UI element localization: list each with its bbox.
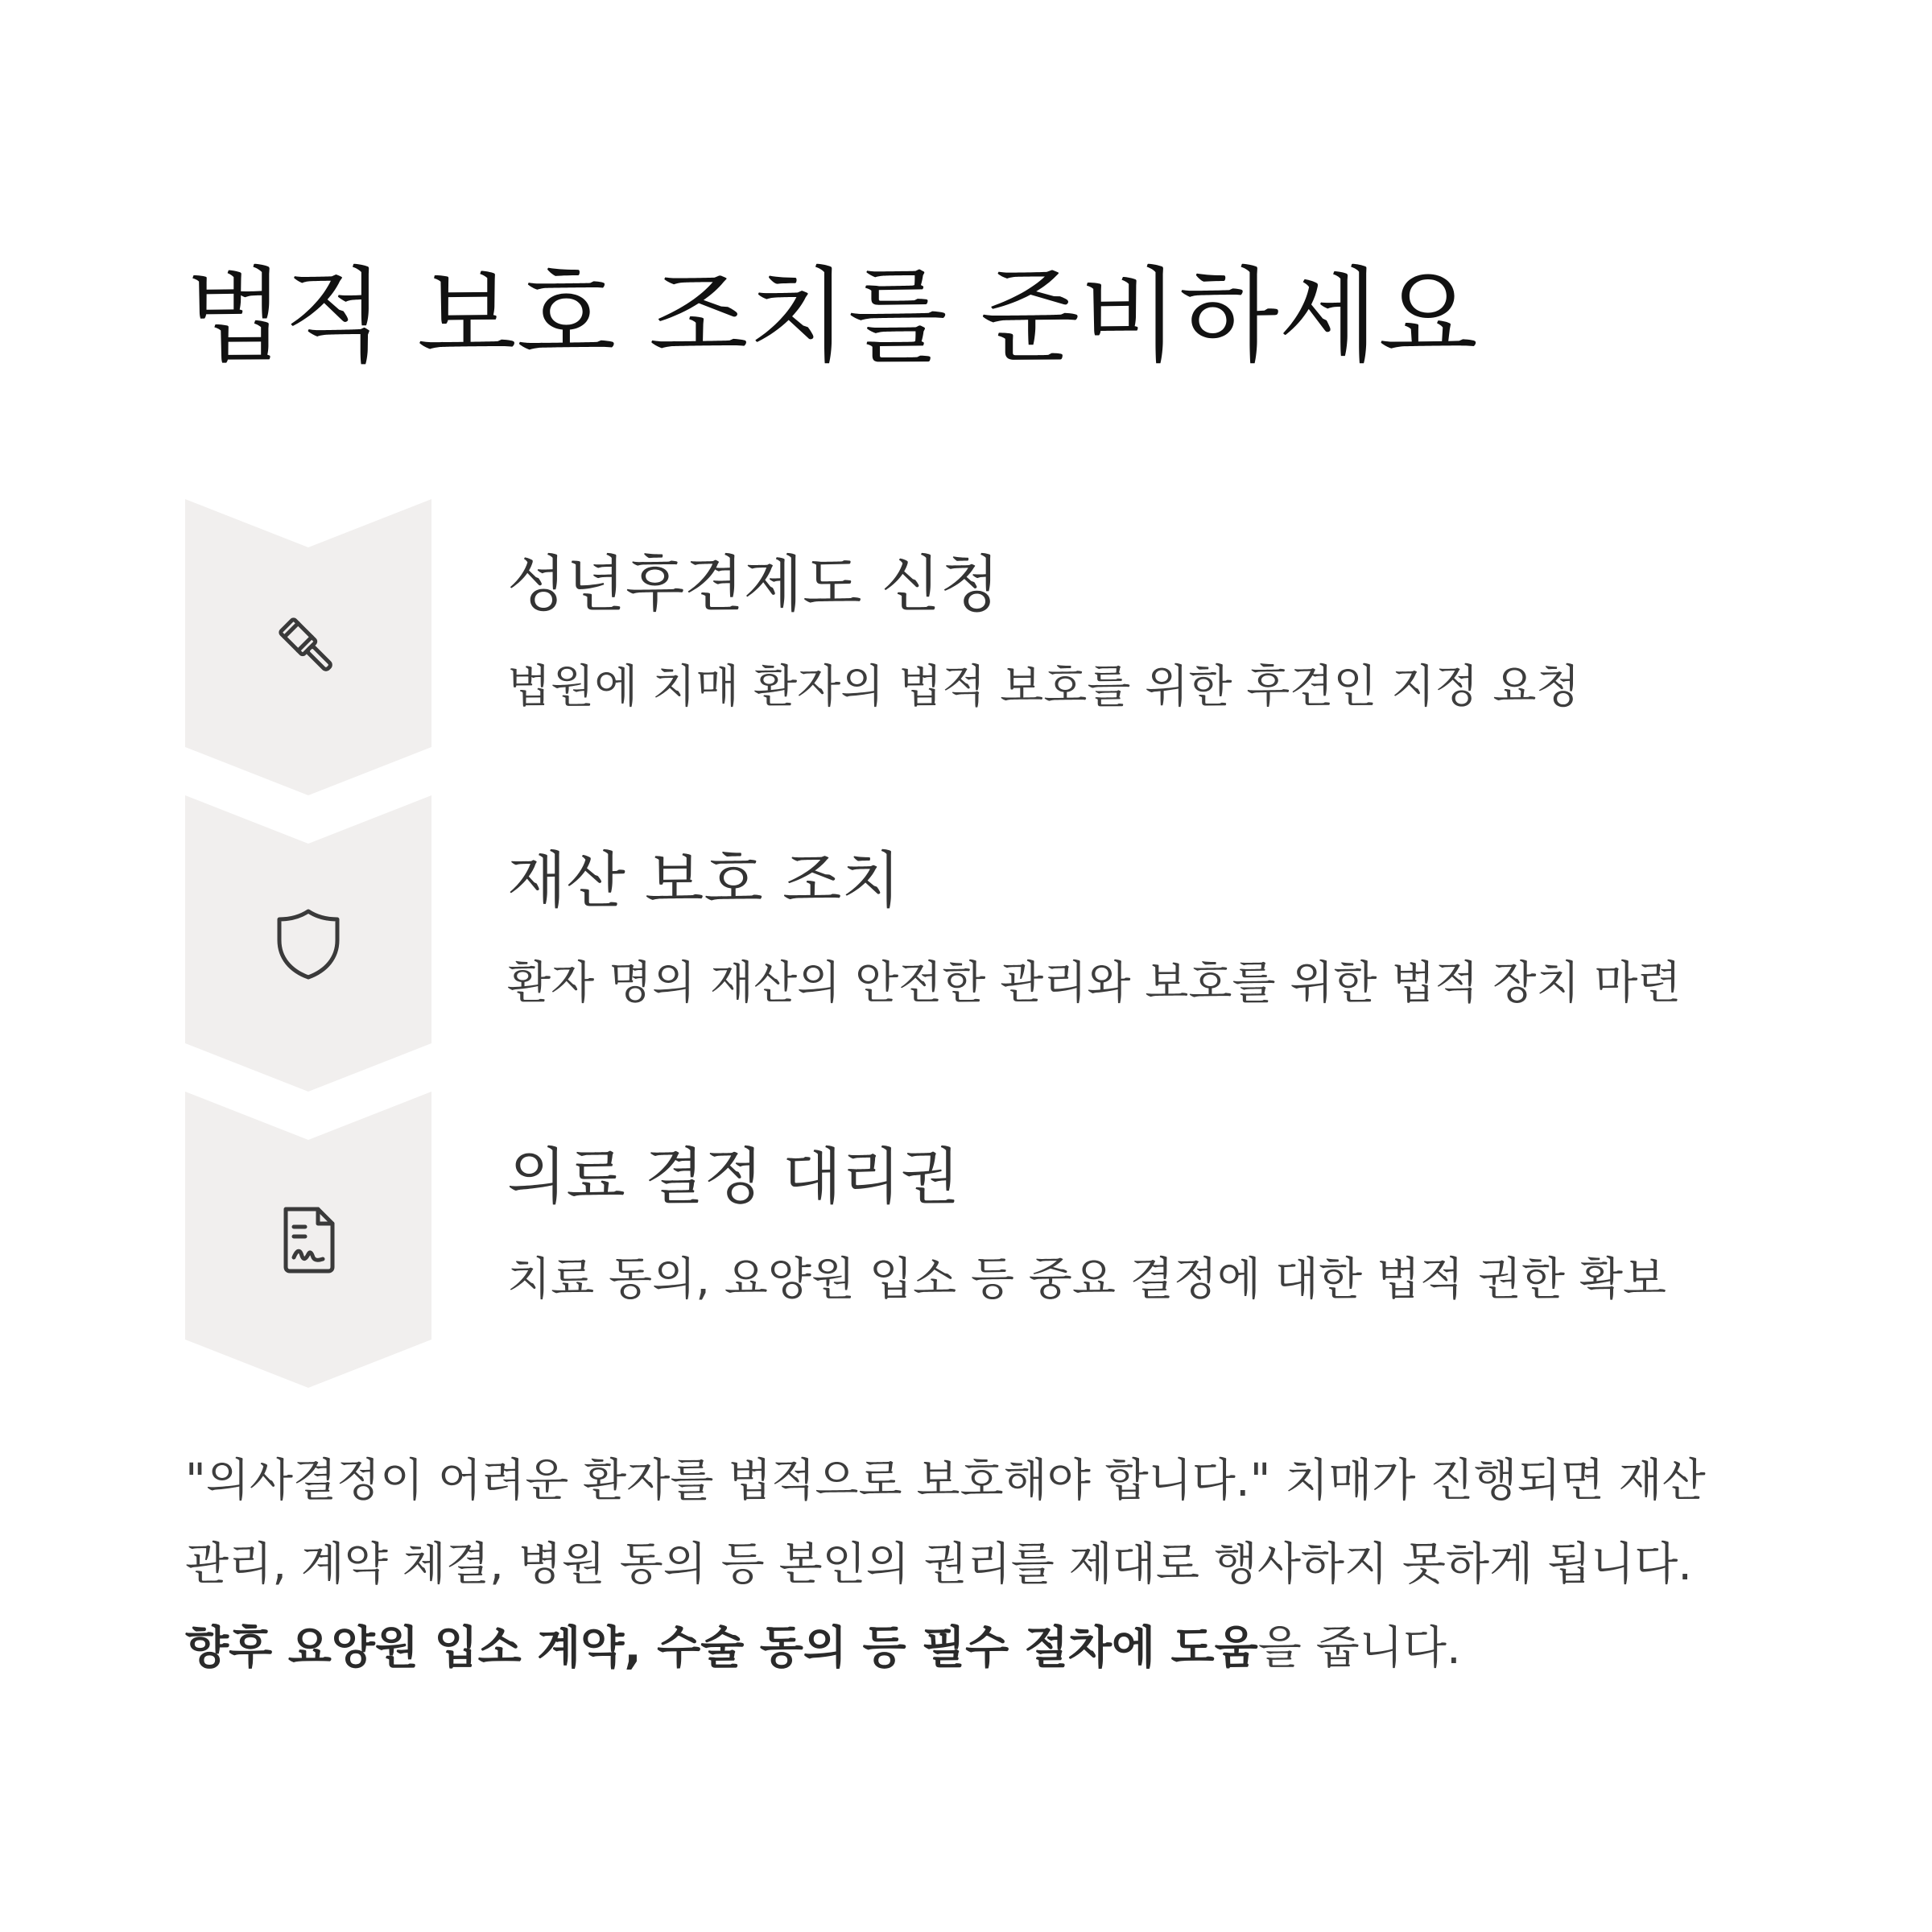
closing-line: "의사결정이 어려운 환자를 법적으로 보호해야 합니다." 치매가 진행되면 재산 xyxy=(185,1455,1706,1507)
gavel-icon xyxy=(268,607,349,687)
step-title: 의료 결정 대리권 xyxy=(507,1141,960,1212)
step-description: 법원에 치매 환자의 법적 보호를 위한 후견인 지정 요청 xyxy=(507,661,1580,713)
step-description: 치료 동의, 요양원 입소 등 중요 결정에 대한 법적 권한 확보 xyxy=(507,1253,1667,1306)
step-guardianship xyxy=(185,499,1763,795)
shield-icon xyxy=(268,903,349,984)
step-title: 재산 보호 조치 xyxy=(507,844,901,916)
closing-emphasis: 향후 요양원 입소 계약, 수술 동의 등 필수 절차에 도움 xyxy=(185,1622,1258,1674)
closing-line: 관리, 계약 체결, 병원 동의 등 본인의 권리를 제대로 행사하지 못하게 됩니다. xyxy=(185,1538,1693,1591)
step-medical-proxy xyxy=(185,1092,1763,1388)
step-property-protection xyxy=(185,795,1763,1092)
closing-line xyxy=(185,1607,1771,1690)
page-title: 법적 보호 조치를 준비하세요 xyxy=(185,257,1478,377)
step-title: 성년후견제도 신청 xyxy=(507,548,1000,620)
signed-document-icon xyxy=(268,1199,349,1280)
step-description: 환자 명의 재산의 안전한 관리와 보호를 위한 법적 장치 마련 xyxy=(507,957,1682,1009)
closing-line-end: 을 줍니다. xyxy=(1257,1622,1461,1674)
closing-paragraph xyxy=(185,1439,1771,1690)
